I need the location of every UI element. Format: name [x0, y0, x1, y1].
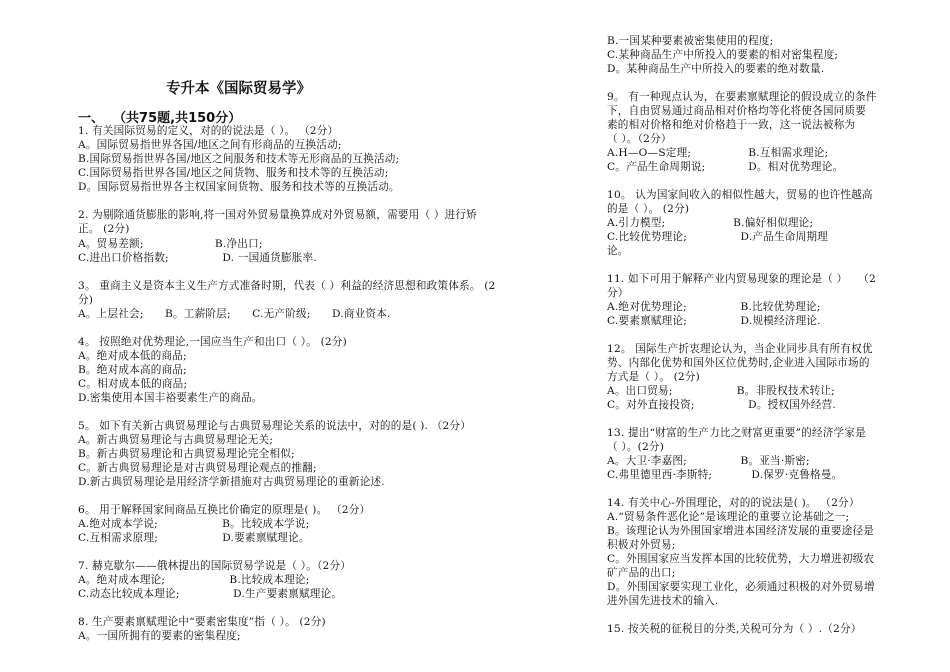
left-text-line: 3。 重商主义是资本主义生产方式准备时期，代表（ ）利益的经济思想和政策体系。 (2 — [78, 280, 496, 292]
left-text-line: B。新古典贸易理论和古典贸易理论完全相似; — [78, 448, 295, 460]
right-text-line: C。对外直接投资; D。授权国外经营. — [607, 399, 836, 411]
right-text-line: A.“贸易条件恶化论”是该理论的重要立论基础之一; — [607, 511, 850, 523]
right-text-line: C。外围国家应当发挥本国的比较优势，大力增进初级农 — [607, 553, 875, 565]
section-heading: 一、 （共75题,共150分） — [78, 111, 242, 126]
left-text-line: 8. 生产要素禀赋理论中“要素密集度”指（ ）。 (2分) — [78, 616, 326, 628]
right-text-line: 素的相对价格和绝对价格趋于一致，这一说法被称为 — [607, 119, 856, 131]
right-text-line: 12。 国际生产折衷理论认为，当企业同步具有所有权优 — [607, 343, 873, 355]
left-text-line: C。新古典贸易理论是对古典贸易理论观点的推翻; — [78, 462, 317, 474]
right-text-line: A.绝对优势理论; B.比较优势理论; — [607, 301, 821, 313]
left-text-line: A。一国所拥有的要素的密集程度; — [78, 630, 241, 642]
right-text-line: 10。 认为国家间收入的相似性越大，贸易的也许性越高 — [607, 189, 873, 201]
right-text-line: （ ）。（2分） — [607, 133, 672, 145]
left-text-line: C。相对成本低的商品; — [78, 378, 188, 390]
right-text-line: 9。 有一种现点认为，在要素禀赋理论的假设成立的条件 — [607, 91, 877, 103]
left-text-line: D。国际贸易指世界各主权国家间货物、服务和技术等的互换活动。 — [78, 181, 400, 193]
right-text-line: C.比较优势理论; D.产品生命周期理 — [607, 231, 828, 243]
left-text-line: A。绝对成本低的商品; — [78, 350, 187, 362]
right-text-line: 分） — [607, 287, 629, 299]
left-text-line: A。国际贸易指世界各国/地区之间有形商品的互换活动; — [78, 139, 342, 151]
left-text-line: D.新古典贸易理论是用经济学新措施对古典贸易理论的重新论述. — [78, 476, 385, 488]
left-text-line: 1. 有关国际贸易的定义，对的的说法是（ ）。 （2分） — [78, 125, 339, 137]
left-text-line: B.国际贸易指世界各国/地区之间服务和技术等无形商品的互换活动; — [78, 153, 400, 165]
right-text-line: 积极对外贸易; — [607, 539, 676, 551]
document-title: 专升本《国际贸易学》 — [166, 81, 311, 97]
right-text-line: 论。 — [607, 245, 629, 257]
right-text-line: 11. 如下可用于解释产业内贸易现象的理论是（ ） （2 — [607, 273, 876, 285]
right-text-line: D。某种商品生产中所投入的要素的绝对数量. — [607, 63, 825, 75]
left-text-line: D.密集使用本国丰裕要素生产的商品。 — [78, 392, 263, 404]
left-text-line: C.互相需求原理; D.要素禀赋理论。 — [78, 532, 310, 544]
right-text-line: 的是（ ）。 (2分) — [607, 203, 690, 215]
right-text-line: C.某种商品生产中所投入的要素的相对密集程度; — [607, 49, 839, 61]
right-text-line: C.要素禀赋理论; D.规模经济理论. — [607, 315, 821, 327]
left-text-line: C.进出口价格指数; D. 一国通货膨胀率. — [78, 252, 317, 264]
right-text-line: A。出口贸易; B。非股权技术转让; — [607, 385, 835, 397]
left-text-line: C.国际贸易指世界各国/地区之间货物、服务和技术等的互换活动; — [78, 167, 389, 179]
right-text-line: 势、内部化优势和国外区位优势时,企业进入国际市场的 — [607, 357, 870, 369]
left-text-line: 正。 (2分) — [78, 223, 130, 235]
left-text-line: A。绝对成本理论; B.比较成本理论; — [78, 574, 310, 586]
left-text-line: B。绝对成本高的商品; — [78, 364, 187, 376]
right-text-line: 矿产品的出口; — [607, 567, 676, 579]
right-text-line: C.弗里德里西·李斯特; D.保罗·克鲁格曼。 — [607, 469, 843, 481]
left-text-line: A。上层社会; B。工薪阶层; C.无产阶级; D.商业资本. — [78, 308, 391, 320]
left-text-line: 4。 按照绝对优势理论,一国应当生产和出口（ ）。 (2分) — [78, 336, 347, 348]
right-text-line: C。产品生命周期说; D。相对优势理论。 — [607, 161, 844, 173]
left-text-line: 6。 用于解释国家间商品互换比价确定的原理是( )。 （2分） — [78, 504, 371, 516]
left-text-line: 5。 如下有关新古典贸易理论与古典贸易理论关系的说法中，对的的是( ). （2分） — [78, 420, 472, 432]
right-text-line: A。大卫·李嘉图; B。亚当·斯密; — [607, 455, 810, 467]
left-text-line: A。贸易差额; B.净出口; — [78, 238, 263, 250]
left-text-line: C.动态比较成本理论; D.生产要素禀赋理论。 — [78, 588, 343, 600]
right-text-line: A.H—O—S定理; B.互相需求理论; — [607, 147, 829, 159]
left-text-line: 7. 赫克歇尔——俄林提出的国际贸易学说是（ ）。（2分） — [78, 560, 352, 572]
right-text-line: 15. 按关税的征税目的分类,关税可分为（ ）.（2分） — [607, 623, 862, 635]
right-text-line: （ ）。(2分) — [607, 441, 665, 453]
right-text-line: 下，自由贸易通过商品相对价格均等化将使各国同质要 — [607, 105, 867, 117]
left-text-line: 分) — [78, 294, 94, 306]
right-text-line: B。该理论认为外围国家增进本国经济发展的重要途径是 — [607, 525, 875, 537]
right-text-line: B.一国某种要素被密集使用的程度; — [607, 35, 774, 47]
right-text-line: 进外国先进技术的输入. — [607, 595, 719, 607]
left-text-line: 2. 为剔除通货膨胀的影响,将一国对外贸易量换算成对外贸易额，需要用（ ）进行矫 — [78, 209, 477, 221]
right-text-line: 13. 提出“财富的生产力比之财富更重要”的经济学家是 — [607, 427, 866, 439]
right-text-line: D。外围国家要实现工业化，必须通过积极的对外贸易增 — [607, 581, 875, 593]
right-text-line: A.引力模型; B.偏好相似理论; — [607, 217, 814, 229]
left-text-line: A。新古典贸易理论与古典贸易理论无关; — [78, 434, 274, 446]
right-text-line: 14. 有关中心-外围理论，对的的说法是( )。 （2分） — [607, 497, 860, 509]
left-text-line: A.绝对成本学说; B。比较成本学说; — [78, 518, 310, 530]
right-text-line: 方式是（ ）。 (2分) — [607, 371, 700, 383]
